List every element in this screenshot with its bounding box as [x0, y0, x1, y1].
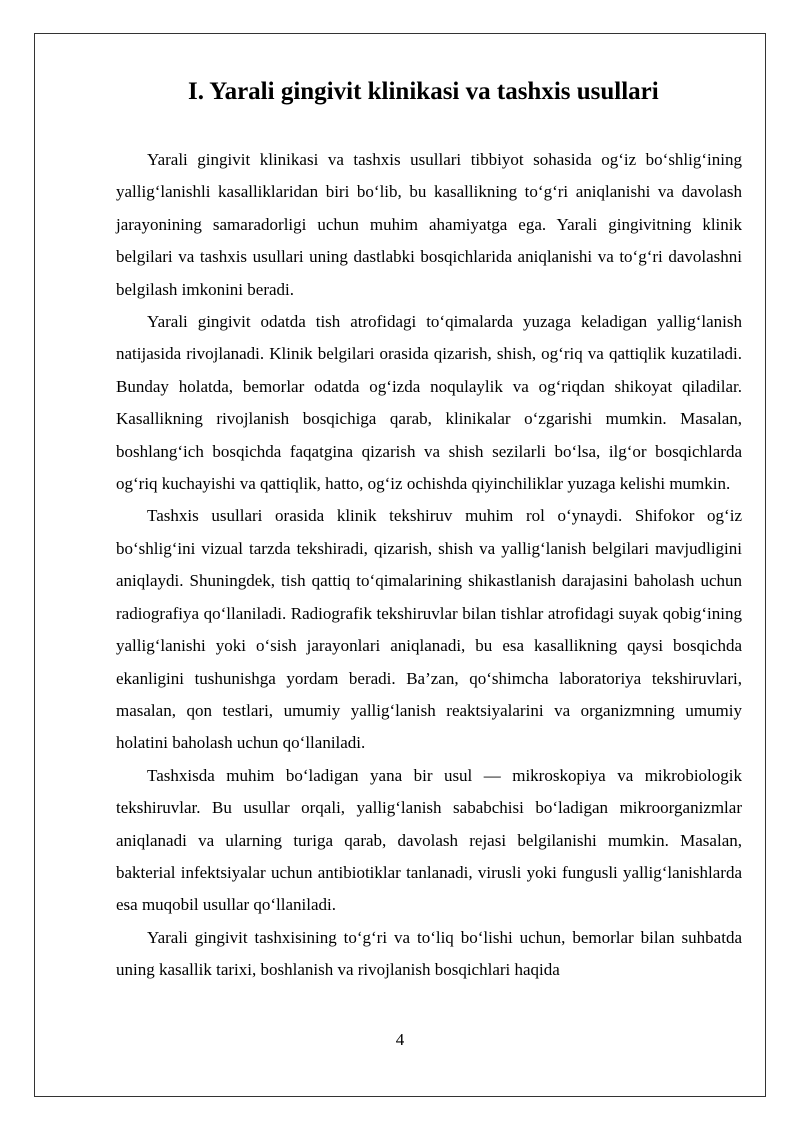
- page-title: I. Yarali gingivit klinikasi va tashxis usullari: [188, 78, 659, 105]
- body-text: [116, 144, 742, 987]
- paragraph-5: Yarali gingivit tashxisining to‘g‘ri va to‘liq bo‘lishi uchun, bemorlar bilan suhbatda uning kasallik tarixi, boshlanish va rivojlanish bosqichlari haqida: [116, 927, 742, 980]
- paragraph-2: Yarali gingivit odatda tish atrofidagi to‘qimalarda yuzaga keladigan yallig‘lanish natijasida rivojlanadi. Klinik belgilari orasida qizarish, shish, og‘riq va qattiqlik kuzatiladi. Bunday holatda, bemorlar odatda og‘izda noqulaylik va og‘riqdan shikoyat qiladilar. Kasallikning rivojlanish bosqichiga qarab, klinikalar o‘zgarishi mumkin. Masalan, boshlang‘ich bosqichda faqatgina qizarish va shish sezilarli bo‘lsa, ilg‘or bosqichlarda og‘riq kuchayishi va qattiqlik, hatto, og‘iz ochishda qiyinchiliklar yuzaga kelishi mumkin.: [116, 312, 742, 494]
- paragraph-4: Tashxisda muhim bo‘ladigan yana bir usul — mikroskopiya va mikrobiologik tekshiruvlar. Bu usullar orqali, yallig‘lanish sababchisi bo‘ladigan mikroorganizmlar aniqlanadi va ularning turiga qarab, davolash rejasi belgilanishi mumkin. Masalan, bakterial infektsiyalar uchun antibiotiklar tanlanadi, virusli yoki fungusli yallig‘lanishlarda esa muqobil usullar qo‘llaniladi.: [116, 765, 742, 915]
- paragraph-1: Yarali gingivit klinikasi va tashxis usullari tibbiyot sohasida og‘iz bo‘shlig‘ining yallig‘lanishli kasalliklaridan biri bo‘lib, bu kasallikning to‘g‘ri aniqlanishi va davolash jarayonining samaradorligi uchun muhim ahamiyatga ega. Yarali gingivitning klinik belgilari va tashxis usullari uning dastlabki bosqichlarida aniqlanishi va to‘g‘ri davolashni belgilash imkonini beradi.: [116, 150, 742, 299]
- page-number: 4: [395, 1030, 405, 1049]
- paragraph-3: Tashxis usullari orasida klinik tekshiruv muhim rol o‘ynaydi. Shifokor og‘iz bo‘shlig‘ini vizual tarzda tekshiradi, qizarish, shish va yallig‘lanish belgilari mavjudligini aniqlaydi. Shuningdek, tish qattiq to‘qimalarining shikastlanish darajasini baholash uchun radiografiya qo‘llaniladi. Radiografik tekshiruvlar bilan tishlar atrofidagi suyak qobig‘ining yallig‘lanishi yoki o‘sish jarayonlari aniqlanadi, bu esa kasallikning qaysi bosqichda ekanligini tushunishga yordam beradi. Ba’zan, qo‘shimcha laboratoriya tekshiruvlari, masalan, qon testlari, umumiy yallig‘lanish reaktsiyalarini va organizmning umumiy holatini baholash uchun qo‘llaniladi.: [116, 506, 742, 753]
